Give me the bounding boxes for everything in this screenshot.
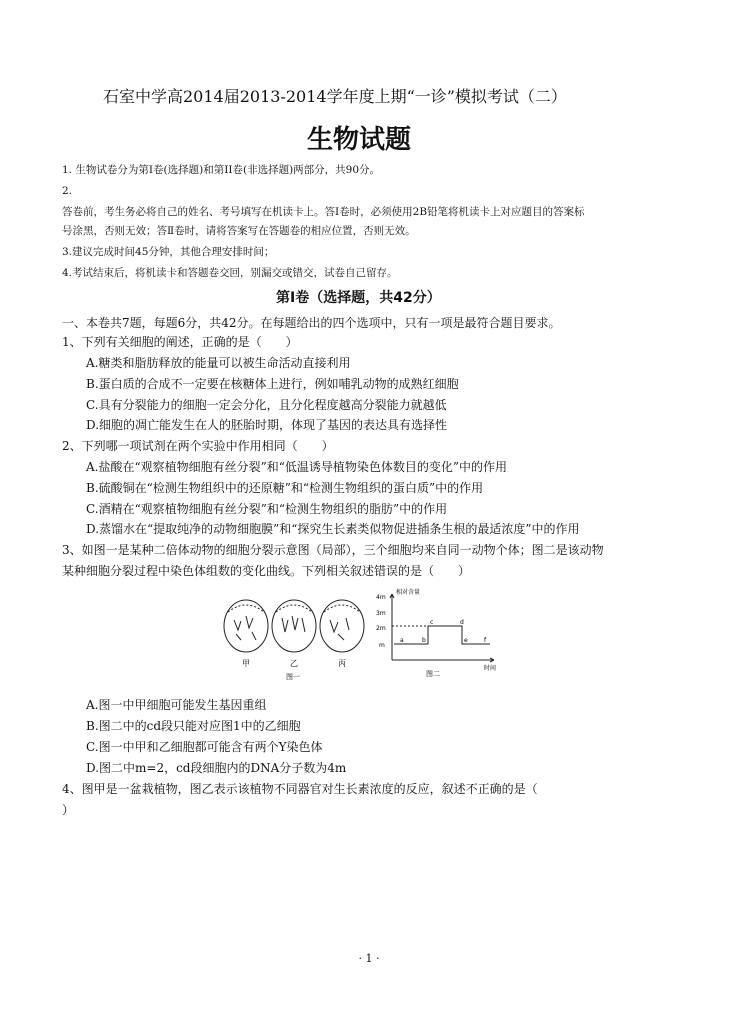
instruction-2-line2: 号涂黑，否则无效；答Ⅱ卷时，请将答案写在答题卷的相应位置，否则无效。	[62, 225, 416, 237]
fig2-ylabel: 相对含量	[396, 589, 421, 596]
fig1-label-jia: 甲	[242, 659, 250, 668]
fig2-point-d: d	[460, 619, 464, 626]
q3-option-c: C.图一中甲和乙细胞都可能含有两个Y染色体	[86, 740, 323, 754]
fig2-ytick-3m: 3m	[376, 610, 386, 617]
q3-option-a: A.图一中甲细胞可能发生基因重组	[86, 698, 267, 712]
exam-title: 石室中学高2014届2013-2014学年度上期“一诊”模拟考试（二）	[103, 87, 567, 106]
q3-option-b: B.图二中的cd段只能对应图1中的乙细胞	[86, 719, 301, 733]
q4-stem-line1: 4、图甲是一盆栽植物，图乙表示该植物不同器官对生长素浓度的反应，叙述不正确的是（	[62, 782, 538, 796]
fig2-point-a: a	[400, 637, 404, 644]
q1-option-c: C.具有分裂能力的细胞一定会分化，且分化程度越高分裂能力就越低	[86, 398, 447, 412]
instruction-4: 4.考试结束后，将机读卡和答题卷交回，别漏交或错交，试卷自己留存。	[62, 267, 398, 279]
fig1-label-bing: 丙	[338, 659, 346, 668]
fig1-caption: 图一	[286, 673, 300, 681]
cell-bing	[320, 600, 364, 652]
instruction-1: 1. 生物试卷分为第I卷(选择题)和第II卷(非选择题)两部分，共90分。	[62, 164, 381, 176]
section-title: 第I卷（选择题，共42分）	[276, 290, 441, 306]
fig2-ytick-m: m	[379, 642, 385, 649]
q3-stem-line1: 3、如图一是某种二倍体动物的细胞分裂示意图（局部），三个细胞均来自同一动物个体；图二是该动物	[62, 543, 604, 557]
q2-option-d: D.蒸馏水在“提取纯净的动物细胞膜”和“探究生长素类似物促进插条生根的最适浓度”中的作用	[86, 522, 580, 536]
q3-figure	[222, 588, 520, 686]
fig2-point-c: c	[430, 619, 434, 626]
q2-option-b: B.硫酸铜在“检测生物组织中的还原糖”和“检测生物组织的蛋白质”中的作用	[86, 481, 484, 495]
q1-stem: 1、下列有关细胞的阐述，正确的是（ ）	[62, 335, 298, 349]
fig2-point-e: e	[464, 637, 468, 644]
cell-yi	[272, 600, 316, 652]
fig1-label-yi: 乙	[290, 659, 298, 668]
fig2-point-f: f	[484, 637, 487, 644]
instruction-2-line1: 答卷前，考生务必将自己的姓名、考号填写在机读卡上。答Ⅰ卷时，必须使用2B铅笔将机读卡上对应题目的答案标	[62, 206, 585, 218]
q1-option-b: B.蛋白质的合成不一定要在核糖体上进行，例如哺乳动物的成熟红细胞	[86, 377, 459, 391]
q2-stem: 2、下列哪一项试剂在两个实验中作用相同（ ）	[62, 439, 334, 453]
q1-option-d: D.细胞的凋亡能发生在人的胚胎时期，体现了基因的表达具有选择性	[86, 418, 448, 432]
cell-jia	[224, 600, 268, 652]
fig2-ytick-4m: 4m	[376, 594, 386, 601]
q3-stem-line2: 某种细胞分裂过程中染色体组数的变化曲线。下列相关叙述错误的是（ ）	[62, 564, 471, 578]
q1-option-a: A.糖类和脂肪释放的能量可以被生命活动直接利用	[86, 356, 351, 370]
subject-title: 生物试题	[307, 125, 412, 155]
fig2-point-b: b	[422, 637, 426, 644]
fig2-caption: 图二	[426, 670, 440, 678]
fig2-ytick-2m: 2m	[376, 625, 386, 632]
q2-option-c: C.酒精在“观察植物细胞有丝分裂”和“检测生物组织的脂肪”中的作用	[86, 502, 448, 516]
fig2-xlabel: 时间	[484, 665, 497, 672]
q4-stem-line2: ）	[62, 803, 75, 817]
page-number: · 1 ·	[358, 952, 380, 965]
q2-option-a: A.盐酸在“观察植物细胞有丝分裂”和“低温诱导植物染色体数目的变化”中的作用	[86, 460, 508, 474]
q3-option-d: D.图二中m=2，cd段细胞内的DNA分子数为4m	[86, 761, 347, 775]
section-intro: 一、本卷共7题，每题6分，共42分。在每题给出的四个选项中，只有一项是最符合题目要求。	[62, 316, 561, 330]
instruction-3: 3.建议完成时间45分钟，其他合理安排时间；	[62, 246, 275, 258]
instruction-2-number: 2.	[62, 185, 73, 197]
